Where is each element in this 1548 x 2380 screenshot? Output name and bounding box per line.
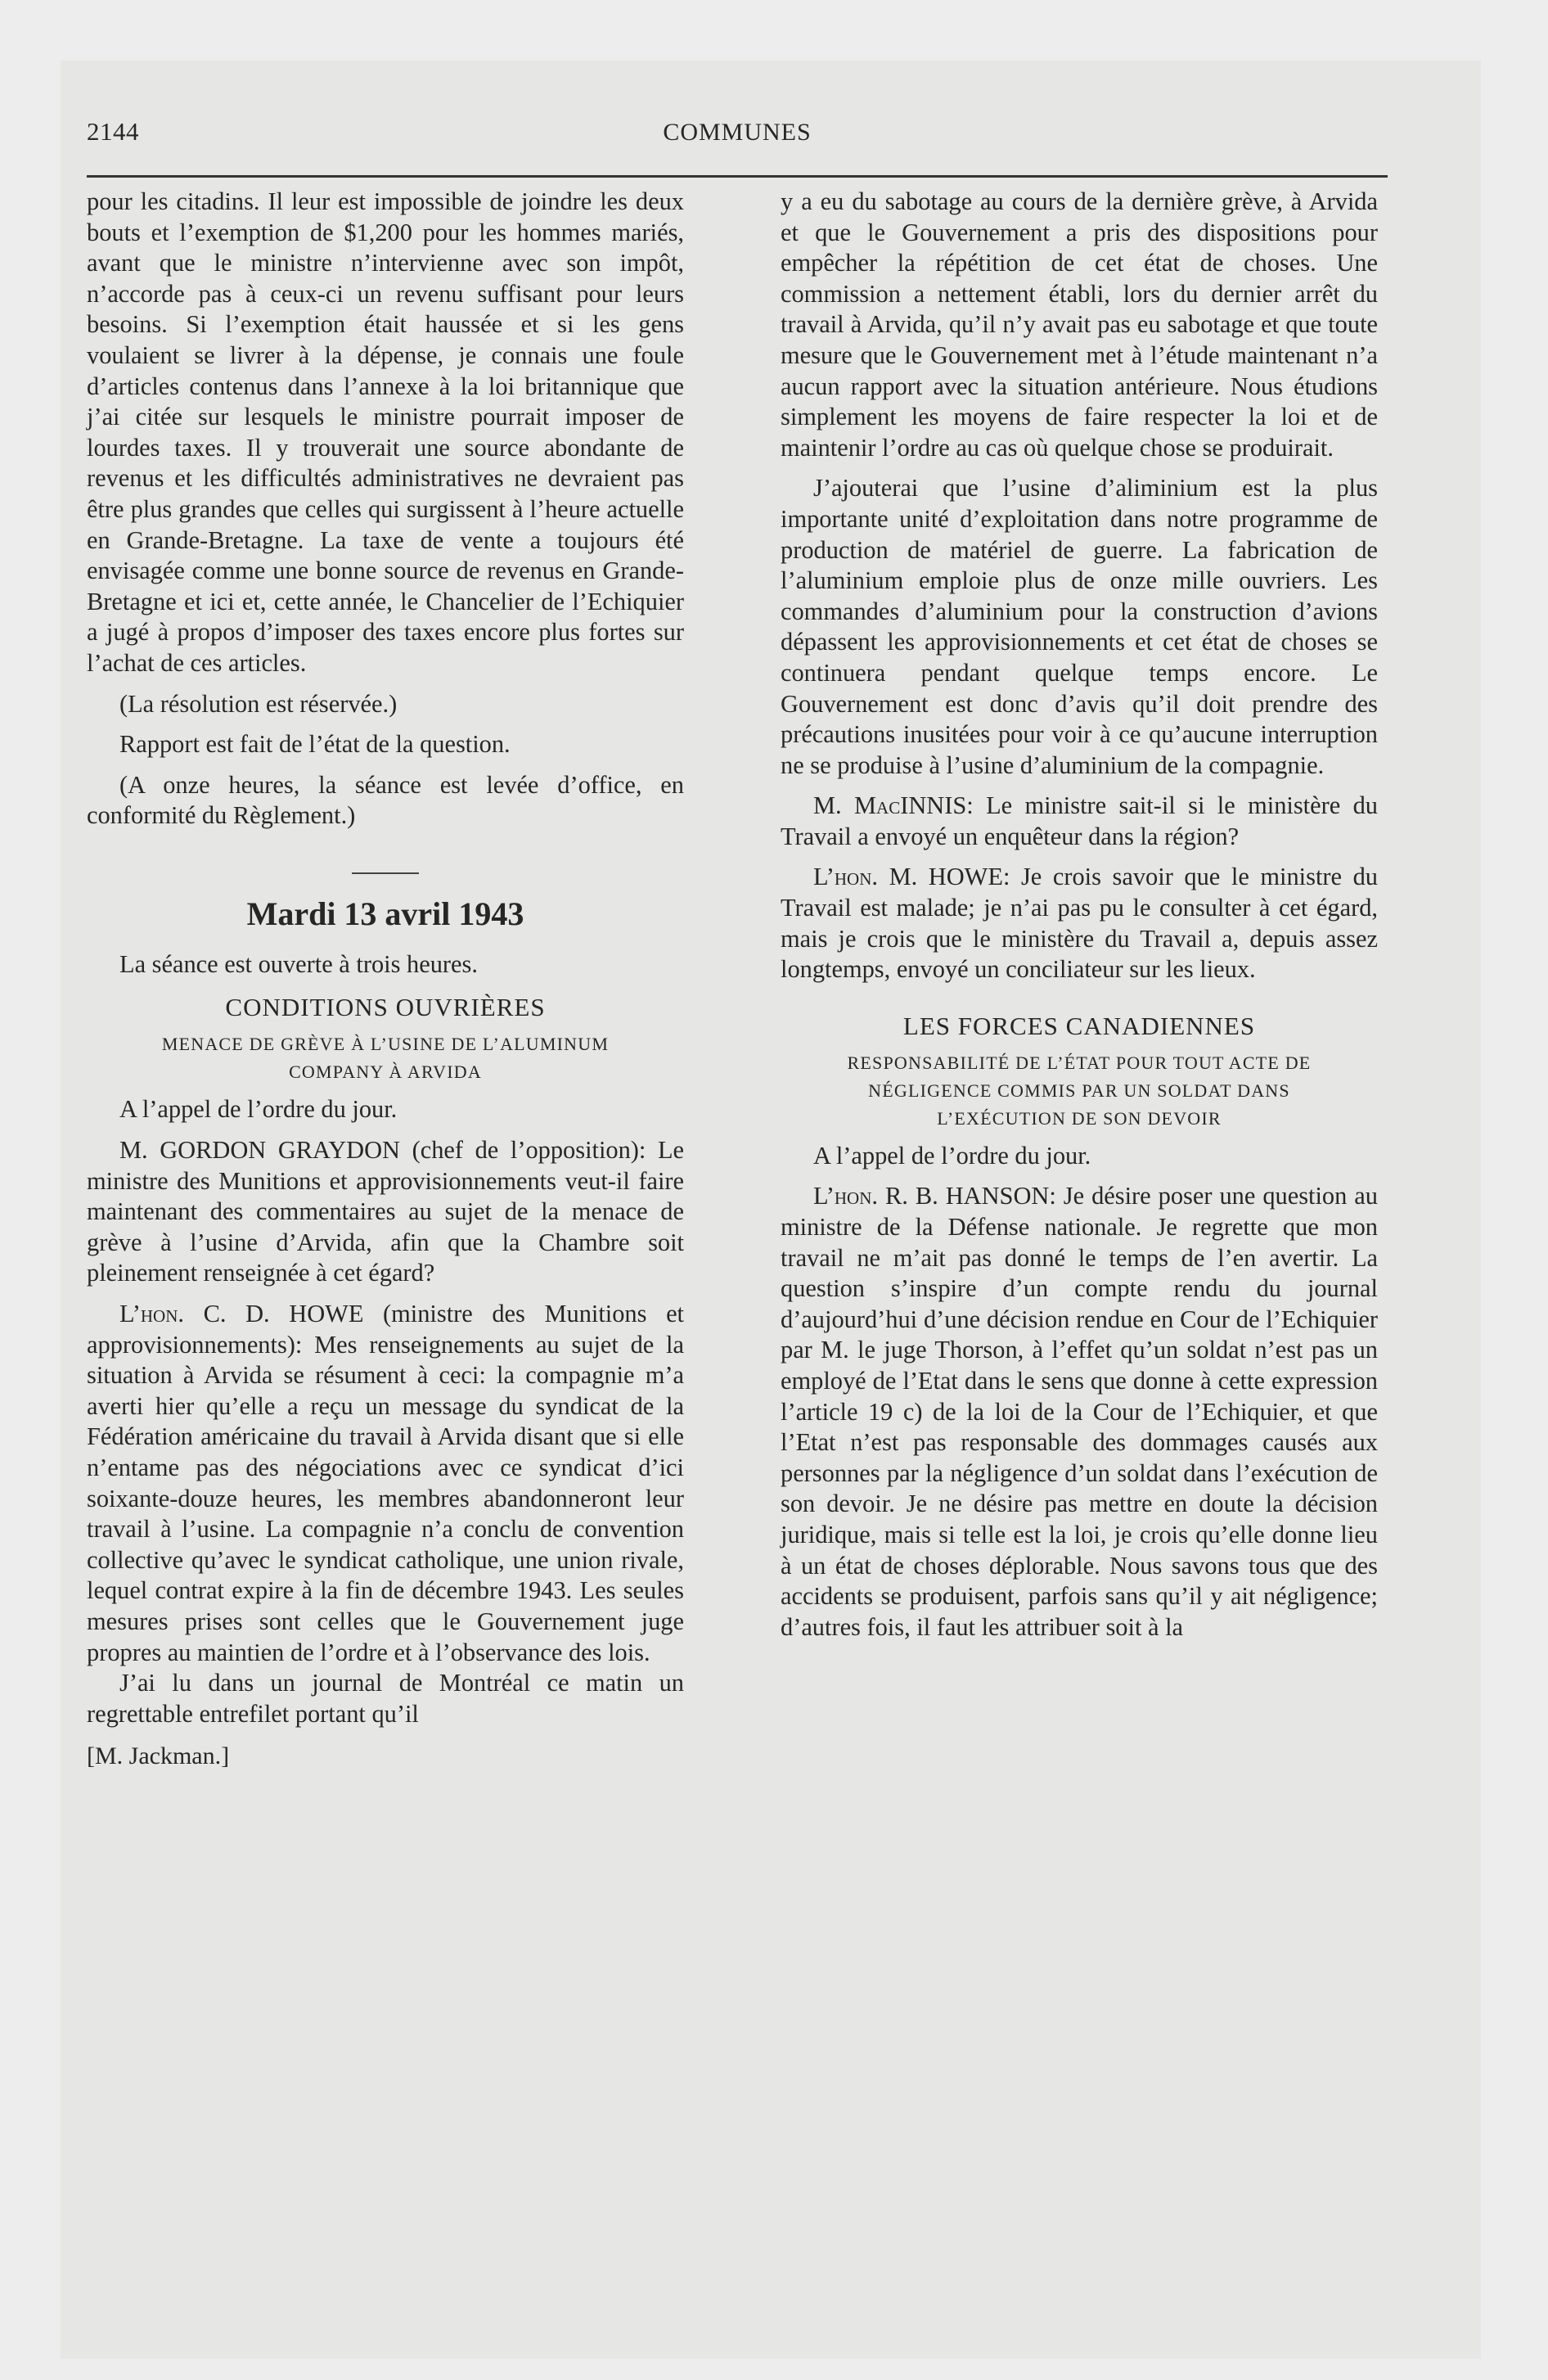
speaker-footer-tag: [M. Jackman.] — [87, 1742, 230, 1770]
section-title: LES FORCES CANADIENNES — [902, 1011, 1256, 1040]
section-title: CONDITIONS OUVRIÈRES — [225, 993, 546, 1022]
paragraph: (La résolution est réservée.) — [119, 689, 398, 718]
paragraph — [781, 862, 1378, 985]
page-header — [87, 117, 1388, 156]
paragraph: y a eu du sabotage au cours de la dernière grève, à Arvida et que le Gouvernement a pris des dispositions pour empêcher la répétition de cet état de choses. Une commission a nettement établi, lors du dernier arrêt du travail à Arvida, qu’il n’y avait pas eu sabotage et que toute mesure que le Gouvernement met à l’étude maintenant n’a aucun rapport avec la situation antérieure. Nous étudions simplement les moyens de faire respecter la loi et de maintenir l’ordre au cas où quelque chose se produirait. — [781, 187, 1378, 462]
paragraph: J’ajouterai que l’usine d’aliminium est la plus importante unité d’exploitation dans notre programme de production de matériel de guerre. La fabrication de l’aluminium emploie plus de onze mille ouvriers. Les commandes d’aluminium pour la construction d’avions dépassent les approvisionnements et cet état de choses se continuera pendant quelque temps encore. Le Gouvernement est donc d’avis qu’il doit prendre des précautions inusitées pour voir à ce qu’aucune interruption ne se produise à l’usine d’aluminium de la compagnie. — [781, 474, 1378, 779]
sub-title-line: MENACE DE GRÈVE À L’USINE DE L’ALUMINUM — [161, 1034, 610, 1055]
speaker-name: L’hon. R. B. HANSON — [813, 1182, 1050, 1210]
page-number: 2144 — [87, 117, 139, 146]
paragraph — [87, 1135, 684, 1289]
speech-text: (ministre des Munitions et approvisionnements): Mes renseignements au sujet de la situation à Arvida se résument à ceci: la compagnie m’a averti hier qu’elle a reçu un message du syndicat de la Fédération américaine du travail à Arvida disant que si elle n’entame pas des négociations avec ce syndicat d’ici soixante-douze heures, les membres abandonneront leur travail à l’usine. La compagnie n’a conclu de convention collective qu’avec le syndicat catholique, une union rivale, lequel contrat expire à la fin de décembre 1943. Les seules mesures prises sont celles que le Gouvernement juge propres au maintien de l’ordre et à l’observance des lois. — [87, 1300, 685, 1666]
speaker-name: M. MacINNIS — [813, 791, 967, 820]
paragraph: A l’appel de l’ordre du jour. — [813, 1141, 1091, 1170]
paragraph: Rapport est fait de l’état de la question. — [119, 730, 511, 759]
running-title: COMMUNES — [663, 119, 812, 146]
sub-title-line: L’EXÉCUTION DE SON DEVOIR — [937, 1107, 1222, 1129]
paragraph — [781, 791, 1378, 852]
speech-text: (chef de l’opposition): Le ministre des Munitions et approvisionnements veut-il faire maintenant des commentaires au sujet de la menace de grève à l’usine d’Arvida, afin que la Chambre soit pleinement renseignée à cet égard? — [87, 1136, 685, 1287]
sub-title — [87, 1030, 684, 1086]
speech-text: : Je désire poser une question au ministre de la Défense nationale. Je regrette que mon travail ne m’ait pas donné le temps de l’en avertir. La question s’inspire d’un compte rendu du journal d’aujourd’hui d’une décision rendue en Cour de l’Echiquier par M. le juge Thorson, à l’effet qu’un soldat n’est pas un employé de l’Etat dans le sens que donne à cette expression l’article 19 c) de la loi de la Cour de l’Echiquier, et que l’Etat n’est pas responsable des dommages causés aux personnes par la négligence d’un soldat dans l’exécution de son devoir. Je ne désire pas mettre en doute la décision juridique, mais si telle est la loi, je crois qu’elle donne lieu à un état de choses déplorable. Nous savons tous que des accidents se produisent, parfois sans qu’il y ait négligence; d’autres fois, il faut les attribuer soit à la — [781, 1182, 1378, 1641]
paragraph — [87, 1299, 684, 1668]
paragraph: La séance est ouverte à trois heures. — [119, 949, 478, 978]
sub-title — [781, 1049, 1378, 1133]
speech-text: : Je crois savoir que le ministre du Travail est malade; je n’ai pas pu le consulter à cet égard, mais je crois que le ministère du Travail a, depuis assez longtemps, envoyé un conciliateur sur les lieux. — [781, 863, 1378, 984]
sub-title-line: NÉGLIGENCE COMMIS PAR UN SOLDAT DANS — [868, 1080, 1290, 1101]
sub-title-line: COMPANY À ARVIDA — [289, 1062, 482, 1083]
left-column — [87, 187, 684, 1772]
sub-title-line: RESPONSABILITÉ DE L’ÉTAT POUR TOUT ACTE DE — [847, 1052, 1312, 1073]
paragraph — [781, 1181, 1378, 1643]
paragraph: (A onze heures, la séance est levée d’office, en conformité du Règlement.) — [87, 770, 684, 830]
speaker-name: L’hon. M. HOWE — [813, 863, 1003, 891]
speaker-name: M. GORDON GRAYDON — [119, 1136, 400, 1165]
header-rule — [87, 175, 1388, 178]
section-divider — [352, 872, 419, 874]
date-heading: Mardi 13 avril 1943 — [246, 895, 524, 932]
right-column — [781, 187, 1378, 1643]
speech-text: : Le ministre sait-il si le ministère du Travail a envoyé un enquêteur dans la région? — [781, 791, 1378, 850]
paragraph: J’ai lu dans un journal de Montréal ce matin un regrettable entrefilet portant qu’il — [87, 1669, 684, 1728]
speaker-name: L’hon. C. D. HOWE — [119, 1300, 364, 1328]
paragraph: A l’appel de l’ordre du jour. — [119, 1095, 398, 1124]
paragraph: pour les citadins. Il leur est impossible de joindre les deux bouts et l’exemption de $1,200 pour les hommes mariés, avant que le ministre n’intervienne avec son impôt, n’accorde pas à ceux-ci un revenu suffisant pour leurs besoins. Si l’exemption était haussée et si les gens voulaient se livrer à la dépense, je connais une foule d’articles contenus dans l’annexe à la loi britannique que j’ai citée sur lesquels le ministre pourrait imposer de lourdes taxes. Il y trouverait une source abondante de revenus et les difficultés administratives ne devraient pas être plus grandes que celles qui surgissent à l’heure actuelle en Grande-Bretagne. La taxe de vente a toujours été envisagée comme une bonne source de revenus en Grande-Bretagne et ici et, cette année, le Chancelier de l’Echiquier a jugé à propos d’imposer des taxes encore plus fortes sur l’achat de ces articles. — [87, 187, 684, 677]
